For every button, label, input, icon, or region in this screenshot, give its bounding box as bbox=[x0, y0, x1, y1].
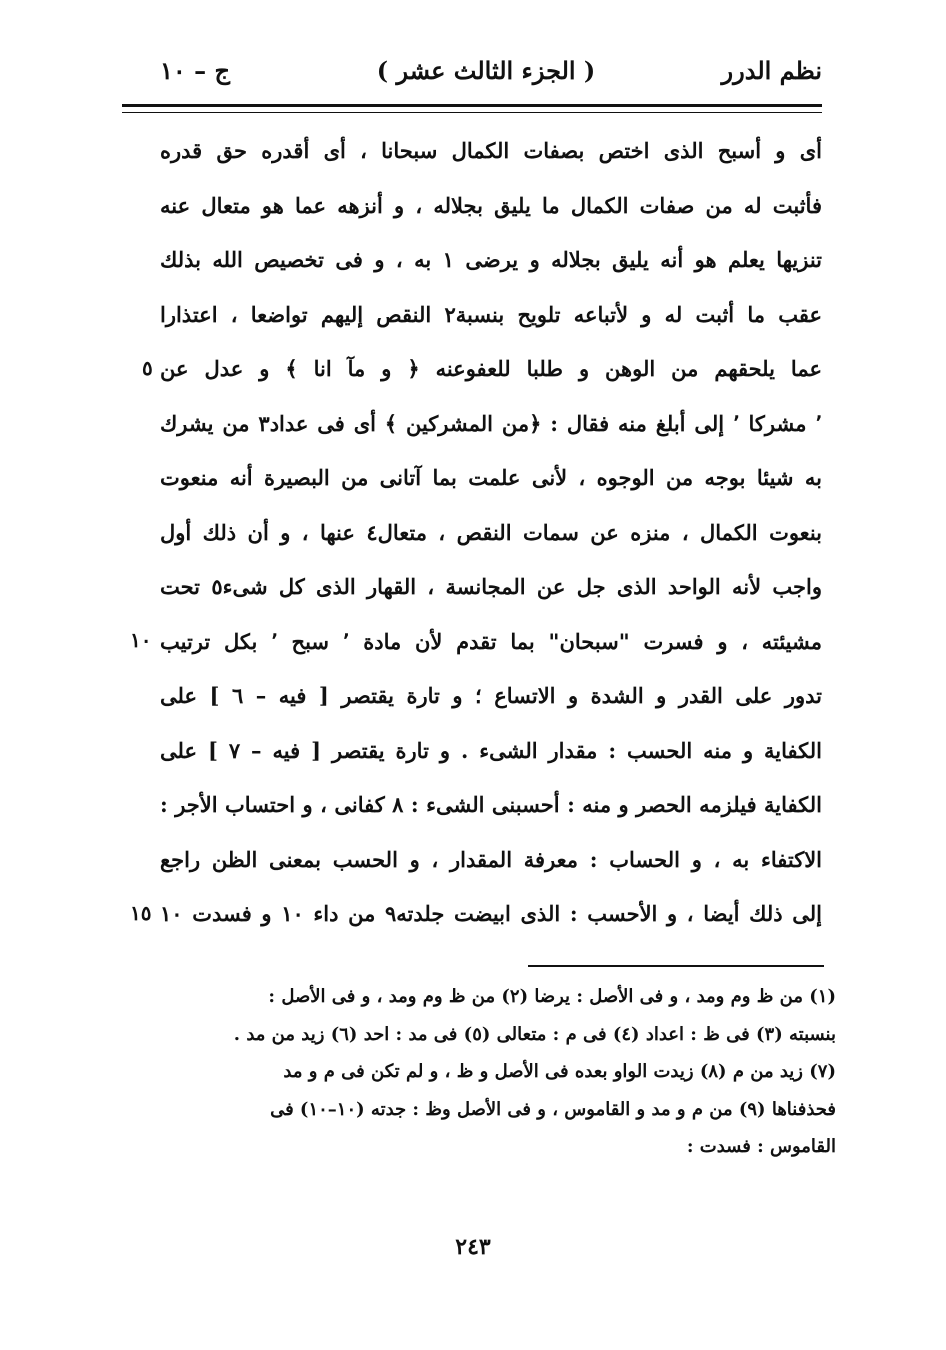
footnote-rule bbox=[528, 965, 824, 967]
text-line: به شيئا بوجه من الوجوه ، لأنى علمت بما آتانى من البصيرة أنه منعوت bbox=[160, 465, 822, 490]
footnote-line: فحذفناها (٩) من م و مد و القاموس ، و فى الأصل وظ : جدته (١٠–١٠) فى bbox=[270, 1098, 836, 1120]
footnote-line: (١) من ظ وم ومد ، و فى الأصل : يرضا (٢) من ظ وم ومد ، و فى الأصل : bbox=[268, 986, 836, 1007]
footnote-line: (٧) زيد من م (٨) زيدت الواو بعده فى الأصل و ظ ، و لم تكن فى م و مد bbox=[283, 1061, 836, 1082]
part-label: ( الجزء الثالث عشر ) bbox=[376, 56, 596, 85]
footnotes bbox=[160, 978, 836, 1166]
text-line: الكفاية و منه الحسب : مقدار الشىء . و تارة يقتصر [ فيه – ٧ ] على bbox=[160, 737, 822, 763]
text-line: عقب ما أثبت له و لأتباعه تلويح بنسبة٢ النقص إليهم تواضعا ، اعتذارا bbox=[160, 301, 822, 327]
volume-label: ج – ١٠ bbox=[160, 56, 230, 85]
header-rule-thin bbox=[122, 112, 822, 113]
text-line: تدور على القدر و الشدة و الاتساع ؛ و تارة يقتصر [ فيه – ٦ ] على bbox=[160, 683, 822, 708]
page-number: ٢٤٣ bbox=[455, 1234, 491, 1260]
book-title: نظم الدرر bbox=[721, 56, 822, 85]
main-text bbox=[160, 124, 822, 942]
text-line: أى و أسبح الذى اختص بصفات الكمال سبحانا ، أى أقدره حق قدره bbox=[160, 138, 822, 163]
footnote-line: بنسبته (٣) فى ظ : اعداد (٤) فى م : متعالى (٥) فى مد : احد (٦) زيد من مد . bbox=[233, 1023, 836, 1045]
text-line: واجب لأنه الواحد الذى جل عن المجانسة ، القهار الذى كل شىء٥ تحت bbox=[160, 574, 822, 599]
text-line: ٬ مشركا ٬ إلى أبلغ منه فقال : ﴿من المشركين ﴾ أى فى عداد٣ من يشرك bbox=[160, 410, 822, 436]
line-number-15: ١٥ bbox=[130, 901, 152, 925]
line-number-5: ٥ bbox=[142, 356, 153, 380]
text-line: إلى ذلك أيضا ، و الأحسب : الذى ابيضت جلدته٩ من داء ١٠ و فسدت ١٠ bbox=[160, 901, 822, 926]
text-line: الكفاية فيلزمه الحصر و منه : أحسبنى الشىء : ٨ كفانى ، و احتساب الأجر : bbox=[160, 792, 822, 817]
footnote-line: القاموس : فسدت : bbox=[686, 1136, 836, 1157]
text-line: فأثبت له من صفات الكمال ما يليق بجلاله ، و أنزهه عما هو متعال عنه bbox=[160, 192, 822, 218]
running-header bbox=[150, 52, 822, 102]
line-number-10: ١٠ bbox=[130, 628, 152, 652]
header-rule bbox=[122, 104, 822, 107]
text-line: بنعوت الكمال ، منزه عن سمات النقص ، متعال٤ عنها ، و أن ذلك أول bbox=[160, 519, 822, 545]
text-line: مشيئته ، و فسرت "سبحان" بما تقدم لأن مادة ٬ سبح ٬ بكل ترتيب bbox=[160, 628, 822, 654]
text-line: الاكتفاء به ، و الحساب : معرفة المقدار ، و الحسب بمعنى الظن راجع bbox=[160, 846, 822, 872]
text-line: تنزيها يعلم هو أنه يليق بجلاله و يرضى ١ به ، و فى تخصيص الله بذلك bbox=[160, 247, 822, 272]
text-line: عما يلحقهم من الوهن و طلبا للعفوعنه ﴿ و مآ انا ﴾ و عدل عن bbox=[160, 356, 822, 381]
